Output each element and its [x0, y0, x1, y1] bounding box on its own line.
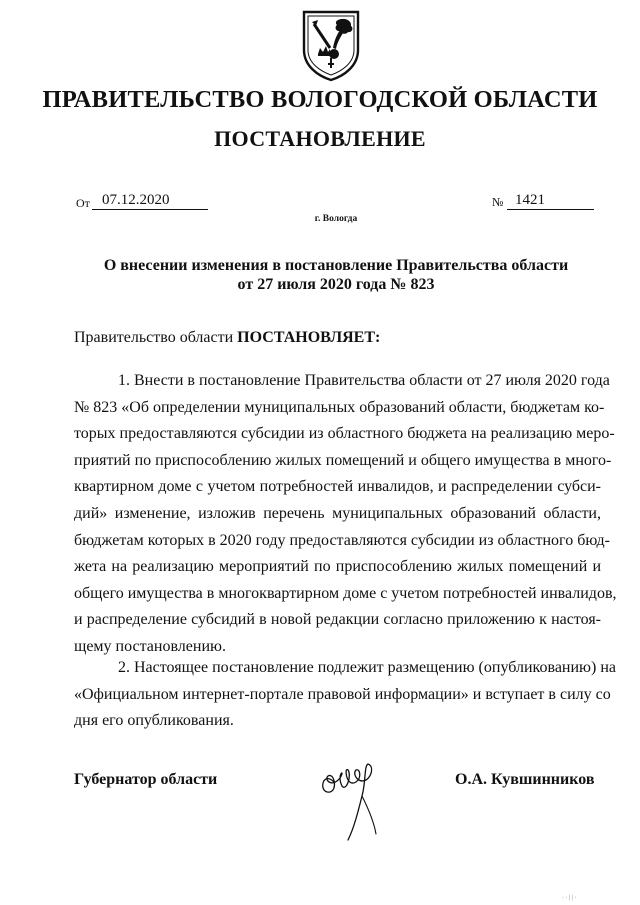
paragraph-line: дий» изменение, изложив перечень муниципальных образований области,: [74, 504, 601, 522]
preamble-emphasis: ПОСТАНОВЛЯЕТ:: [237, 329, 381, 346]
paragraph-line: щему постановлению.: [74, 637, 226, 655]
document-type: ПОСТАНОВЛЕНИЕ: [214, 126, 426, 151]
date-label: От: [76, 196, 90, 210]
paragraph-line: торых предоставляются субсидии из областного бюджета на реализацию меро-: [74, 425, 615, 443]
paragraph-line: дня его опубликования.: [74, 712, 234, 730]
paragraph-line: «Официальном интернет-портале правовой информации» и вступает в силу со: [74, 685, 611, 703]
preamble: [74, 329, 380, 347]
paragraph-line: жета на реализацию мероприятий по приспособлению жилых помещений и: [74, 558, 601, 576]
handwritten-signature-icon: [316, 752, 386, 844]
paragraph-line: квартирном доме с учетом потребностей инвалидов, и распределении субси-: [74, 478, 601, 496]
number-value: 1421: [507, 191, 594, 210]
paragraph-line: 1. Внести в постановление Правительства области от 27 июля 2020 года: [118, 372, 610, 389]
city: г. Вологда: [314, 214, 358, 224]
subject-line: О внесении изменения в постановление Правительства области: [103, 257, 569, 274]
subject-line: от 27 июля 2020 года № 823: [237, 276, 435, 293]
paragraph-line: № 823 «Об определении муниципальных образований области, бюджетам ко-: [74, 398, 605, 416]
document-subject: [0, 256, 640, 294]
paragraph-2: [74, 655, 616, 735]
signatory-title: Губернатор области: [74, 771, 218, 788]
paragraph-line: приятий по приспособлению жилых помещений и общего имущества в много-: [74, 451, 612, 469]
paragraph-line: 2. Настоящее постановление подлежит размещению (опубликованию) на: [118, 659, 616, 676]
signatory-name: О.А. Кувшинников: [455, 771, 595, 788]
date-value: 07.12.2020: [92, 191, 208, 210]
organization-title: ПРАВИТЕЛЬСТВО ВОЛОГОДСКОЙ ОБЛАСТИ: [42, 86, 598, 113]
paragraph-1: [74, 368, 617, 661]
page-mark: · · | | ·: [562, 895, 577, 901]
paragraph-line: бюджетам которых в 2020 году предоставляются субсидии из областного бюд-: [74, 531, 610, 549]
paragraph-line: и распределение субсидий в новой редакции согласно приложению к настоя-: [74, 611, 601, 629]
preamble-text: Правительство области: [74, 329, 238, 346]
vologda-coat-of-arms-icon: [300, 8, 362, 82]
number-label: №: [492, 195, 504, 209]
paragraph-line: общего имущества в многоквартирном доме с учетом потребностей инвалидов,: [74, 584, 617, 602]
